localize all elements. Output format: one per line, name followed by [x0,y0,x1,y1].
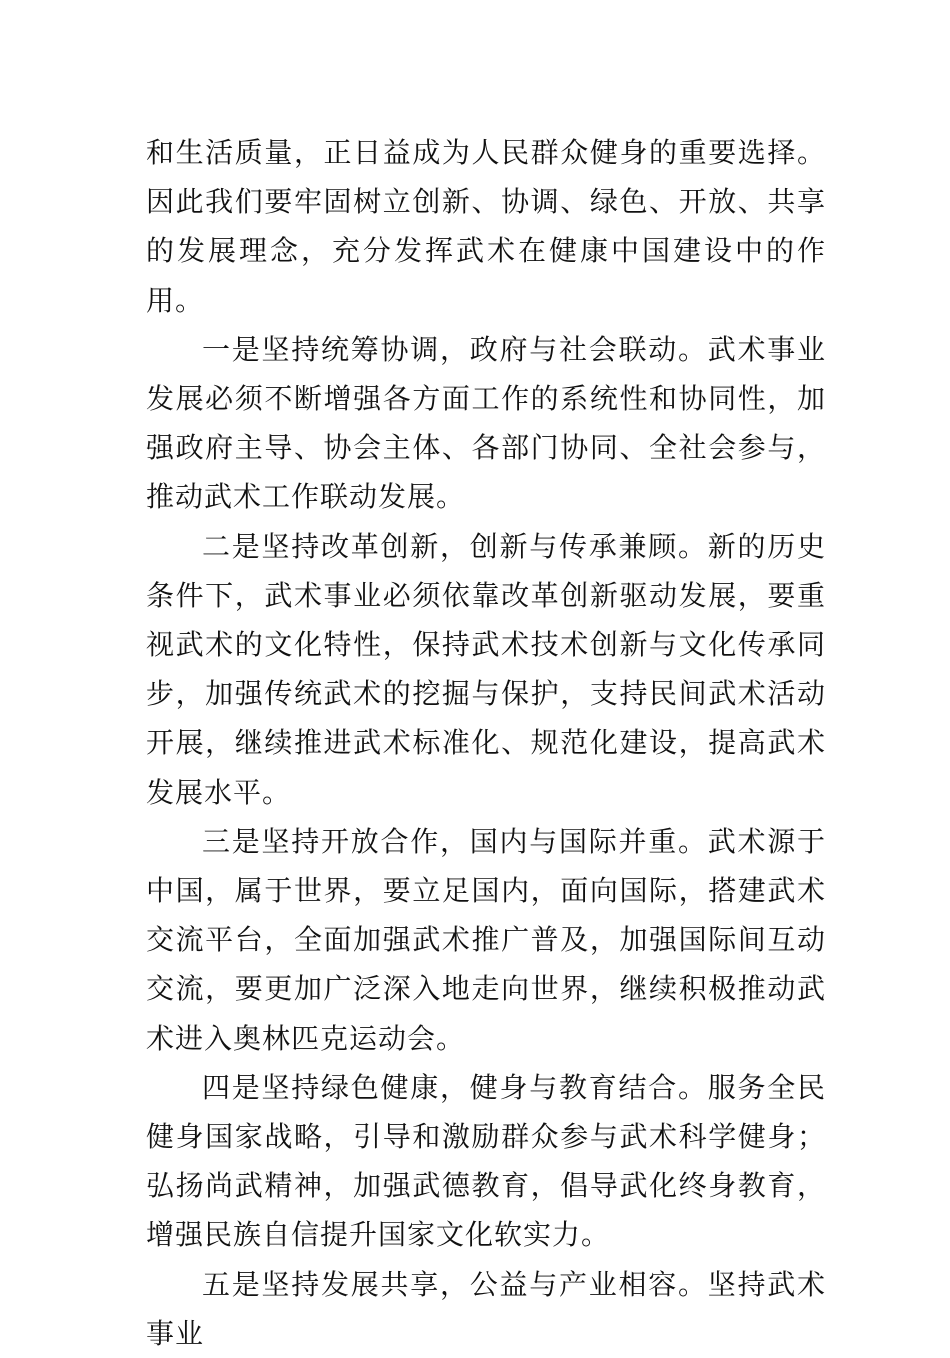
document-body [146,128,826,1358]
paragraph-point-one: 一是坚持统筹协调，政府与社会联动。武术事业发展必须不断增强各方面工作的系统性和协同性，加强政府主导、协会主体、各部门协同、全社会参与，推动武术工作联动发展。 [146,332,826,514]
paragraph-point-three: 三是坚持开放合作，国内与国际并重。武术源于中国，属于世界，要立足国内，面向国际，搭建武术交流平台，全面加强武术推广普及，加强国际间互动交流，要更加广泛深入地走向世界，继续积极推动武术进入奥林匹克运动会。 [146,824,826,1055]
paragraph-point-four: 四是坚持绿色健康，健身与教育结合。服务全民健身国家战略，引导和激励群众参与武术科学健身；弘扬尚武精神，加强武德教育，倡导武化终身教育，增强民族自信提升国家文化软实力。 [146,1070,826,1252]
paragraph-point-five: 五是坚持发展共享，公益与产业相容。坚持武术事业 [146,1267,826,1350]
paragraph-intro: 和生活质量，正日益成为人民群众健身的重要选择。因此我们要牢固树立创新、协调、绿色、开放、共享的发展理念，充分发挥武术在健康中国建设中的作用。 [146,136,826,317]
paragraph-point-two: 二是坚持改革创新，创新与传承兼顾。新的历史条件下，武术事业必须依靠改革创新驱动发展，要重视武术的文化特性，保持武术技术创新与文化传承同步，加强传统武术的挖掘与保护，支持民间武术活动开展，继续推进武术标准化、规范化建设，提高武术发展水平。 [146,529,826,809]
